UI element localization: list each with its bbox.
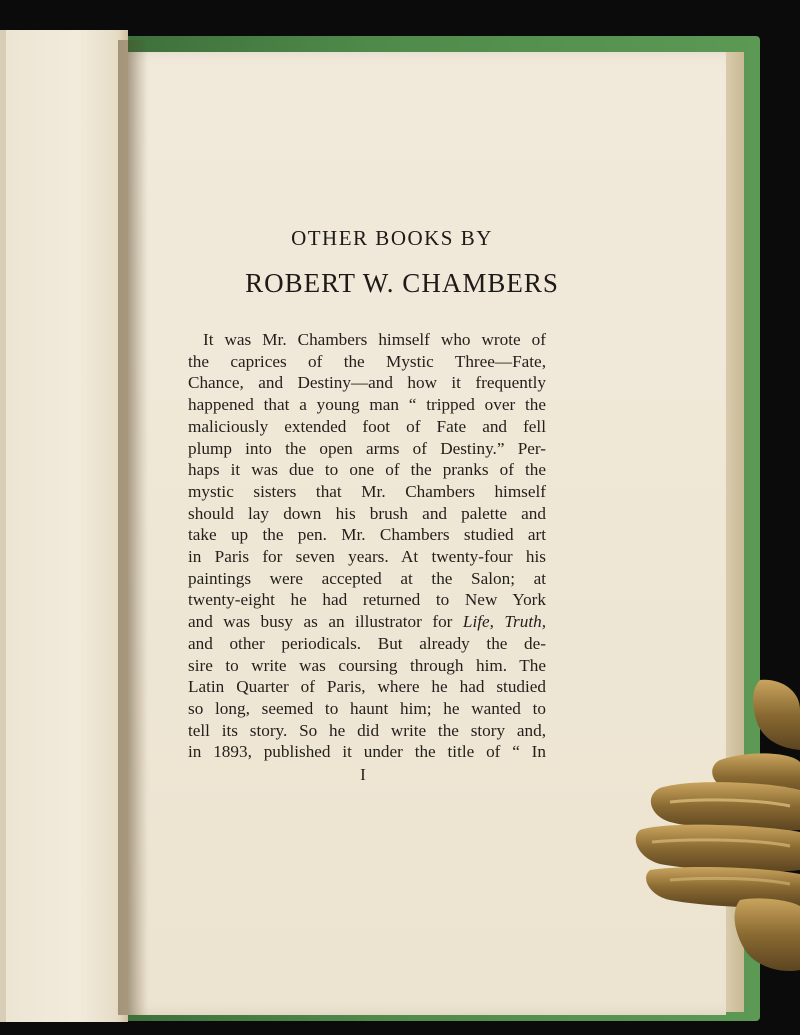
text-line: plump into the open arms of Destiny.” Per- (188, 438, 546, 458)
text-line: It was Mr. Chambers himself who wrote of (203, 330, 546, 349)
text-line: Latin Quarter of Paris, where he had studied (188, 677, 546, 697)
text-line: Chance, and Destiny—and how it frequently (188, 373, 546, 393)
text-line: twenty-eight he had returned to New York (188, 590, 546, 610)
text-line: tell its story. So he did write the story and, (188, 720, 546, 740)
text-segment: and was busy as an illustrator for (188, 612, 453, 632)
text-line: haps it was due to one of the pranks of the (188, 460, 546, 480)
text-line: should lay down his brush and palette and (188, 503, 546, 523)
page-number: I (360, 765, 366, 784)
text-line: mystic sisters that Mr. Chambers himself (188, 481, 546, 501)
text-line: paintings were accepted at the Salon; at (188, 568, 546, 588)
text-line: in Paris for seven years. At twenty-four his (188, 547, 546, 567)
gutter-shadow (118, 40, 148, 1015)
text-line: the caprices of the Mystic Three—Fate, (188, 351, 546, 371)
brass-hand-icon (630, 670, 800, 990)
text-line: take up the pen. Mr. Chambers studied art (188, 525, 546, 545)
text-line: in 1893, published it under the title of “ In (188, 742, 546, 762)
body-paragraph (188, 329, 546, 763)
left-page-edge (0, 30, 6, 1022)
text-line: so long, seemed to haunt him; he wanted to (188, 698, 546, 718)
text-line: sire to write was coursing through him. The (188, 655, 546, 675)
text-line: and other periodicals. But already the de- (188, 633, 546, 653)
periodical-titles: Life, Truth, (462, 612, 546, 632)
left-page (0, 30, 128, 1022)
page-heading-author: ROBERT W. CHAMBERS (245, 268, 559, 298)
text-line: maliciously extended foot of Fate and fell (188, 416, 546, 436)
text-line: happened that a young man “ tripped over the (188, 395, 546, 415)
page-heading-line-1: OTHER BOOKS BY (291, 226, 493, 250)
text-line-mixed (188, 611, 546, 633)
